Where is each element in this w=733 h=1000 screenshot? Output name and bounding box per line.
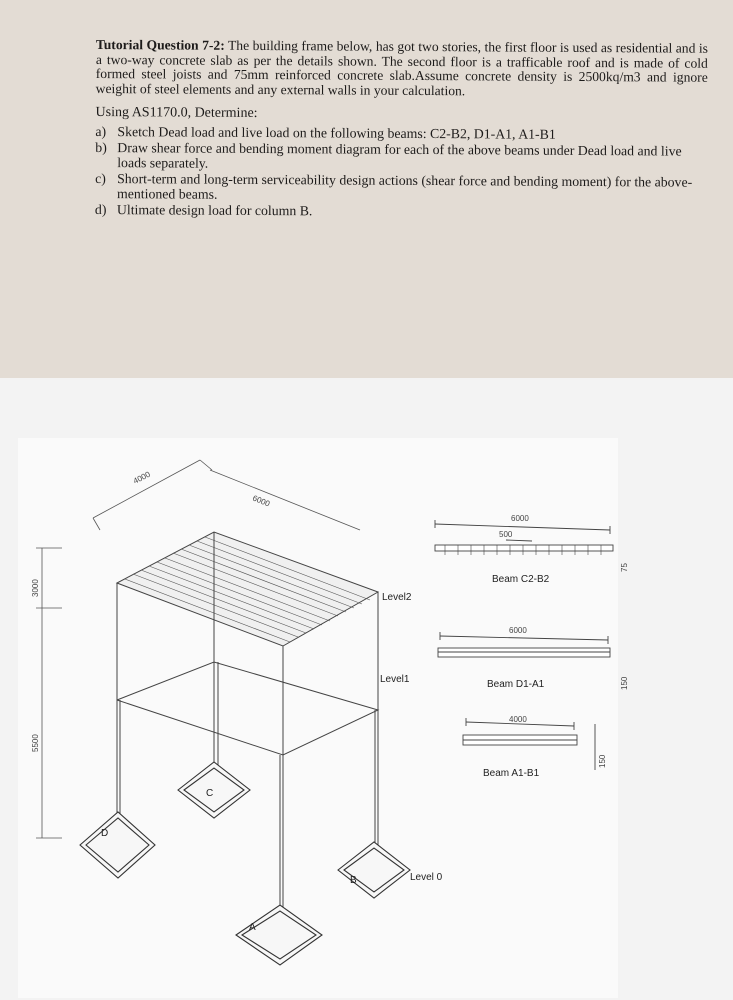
dim-height-upper: 3000 [31,579,40,597]
task-item: d) Ultimate design load for column B. [94,201,313,219]
roof-slab [117,532,378,646]
column-label-b: B [350,875,357,886]
beam-c2-b2-span: 6000 [511,514,529,523]
question-title: Tutorial Question 7-2: [95,37,225,53]
column-label-a: A [249,922,256,933]
column-label-d: D [101,828,109,839]
dim-top-left: 4000 [131,469,152,486]
beam-c2-b2-thickness: 75 [620,563,629,572]
using-line: Using AS1170.0, Determine: [95,104,258,121]
level0-label: Level 0 [410,872,443,883]
question-body: The building frame below, has got two stories, the first floor is used as residential and is a two-way concrete slab as per the details shown. The second floor is a trafficable roof and is made of cold formed steel joists and 75mm reinforced concrete slab.Assume concrete density is 2500kq/m3 and ignore weighit of steel elements and any external walls in your calculation. [95,37,709,98]
beam-c2-b2-name: Beam C2-B2 [492,574,550,585]
level1-label: Level1 [380,674,410,685]
task-item: c) Short-term and long-term serviceability design actions (shear force and bending moment) for the above-mentioned beams. [95,170,693,202]
beam-d1-a1-name: Beam D1-A1 [487,679,545,690]
level2-label: Level2 [382,592,412,603]
task-item: b) Draw shear force and bending moment diagram for each of the above beams under Dead load and live loads separately. [95,139,682,171]
beam-a1-b1-span: 4000 [509,715,527,724]
question-text [95,38,708,223]
beam-a1-b1-thickness: 150 [598,754,607,768]
column-label-c: C [206,788,214,799]
dim-height-lower: 5500 [31,734,40,752]
beam-a1-b1-detail [463,718,595,770]
task-list [95,124,708,221]
beam-d1-a1-detail [438,632,610,657]
task-item: a) Sketch Dead load and live load on the following beams: C2-B2, D1-A1, A1-B1 [95,123,556,142]
dim-top-right: 6000 [251,493,272,509]
beam-d1-a1-span: 6000 [509,626,527,635]
frame-drawing [0,378,733,1000]
beam-a1-b1-name: Beam A1-B1 [483,768,540,779]
footings [80,762,410,965]
beam-c2-b2-spacing: 500 [499,530,513,539]
question-sheet [0,0,733,378]
beam-d1-a1-thickness: 150 [620,676,629,690]
plan-dimensions [93,460,360,530]
beam-c2-b2-detail [435,520,613,555]
drawing-area [0,378,733,1000]
